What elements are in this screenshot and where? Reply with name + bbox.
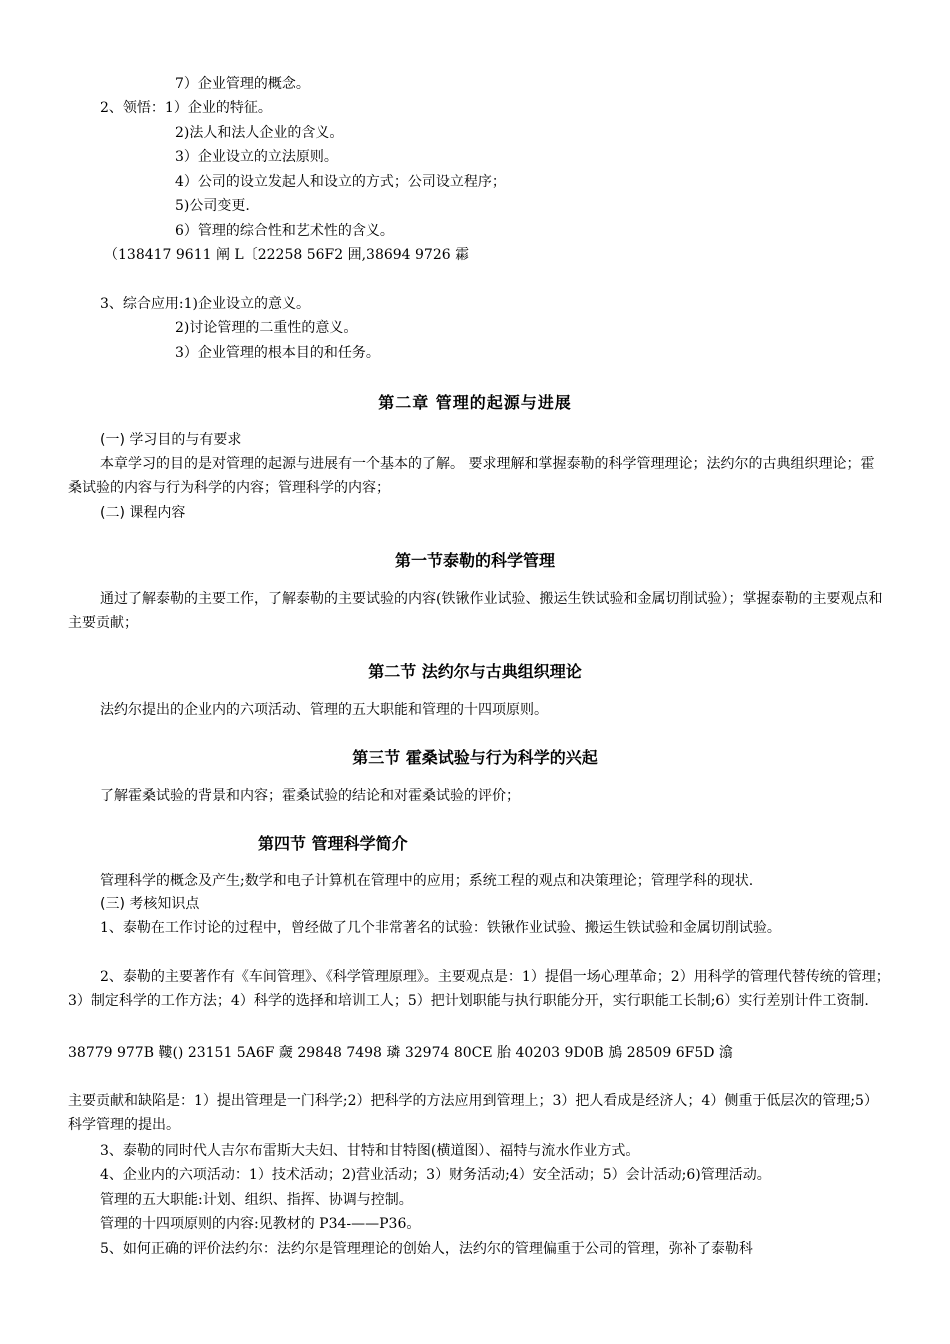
text-line: 3、综合应用:1)企业设立的意义。 xyxy=(100,296,310,312)
text-line: 2)讨论管理的二重性的意义。 xyxy=(175,320,358,336)
subheading: (二) 课程内容 xyxy=(100,505,186,521)
text-line: 3）企业管理的根本目的和任务。 xyxy=(175,345,380,361)
text-line: 6）管理的综合性和艺术性的含义。 xyxy=(175,223,394,239)
text-line: 7）企业管理的概念。 xyxy=(175,76,310,92)
chapter-title: 第二章 管理的起源与进展 xyxy=(378,393,572,412)
subheading: (三) 考核知识点 xyxy=(100,896,200,912)
paragraph: 1、泰勒在工作讨论的过程中，曾经做了几个非常著名的试验：铁锹作业试验、搬运生铁试验和金属切削试验。 xyxy=(100,920,781,936)
text-line: 2、领悟：1）企业的特征。 xyxy=(100,100,272,116)
section-title: 第一节泰勒的科学管理 xyxy=(394,551,555,570)
paragraph: 了解霍桑试验的背景和内容；霍桑试验的结论和对霍桑试验的评价； xyxy=(100,788,520,804)
paragraph: 5、如何正确的评价法约尔：法约尔是管理理论的创始人，法约尔的管理偏重于公司的管理，弥补了泰勒科 xyxy=(100,1241,753,1257)
code-line: 38779 977B 鞻() 23151 5A6F 奯 29848 7498 璘 32974 80CE 胎 40203 9D0B 鴋 28509 6F5D 潝 xyxy=(68,1045,733,1061)
paragraph: 本章学习的目的是对管理的起源与进展有一个基本的了解。 要求理解和掌握泰勒的科学管理理论；法约尔的古典组织理论；霍桑试验的内容与行为科学的内容；管理科学的内容； xyxy=(68,456,875,496)
paragraph: 管理的五大职能:计划、组织、指挥、协调与控制。 xyxy=(100,1192,413,1208)
section-title: 第四节 管理科学简介 xyxy=(258,834,408,853)
text-line: 5)公司变更. xyxy=(175,198,250,214)
paragraph: 主要贡献和缺陷是：1）提出管理是一门科学;2）把科学的方法应用到管理上；3）把人看成是经济人；4）侧重于低层次的管理;5）科学管理的提出。 xyxy=(68,1093,878,1133)
paragraph: 法约尔提出的企业内的六项活动、管理的五大职能和管理的十四项原则。 xyxy=(100,702,548,718)
section-title: 第二节 法约尔与古典组织理论 xyxy=(368,662,582,681)
text-line: 3）企业设立的立法原则。 xyxy=(175,149,338,165)
paragraph: 3、泰勒的同时代人吉尔布雷斯大夫妇、甘特和甘特图(横道图）、福特与流水作业方式。 xyxy=(100,1143,640,1159)
subheading: (一) 学习目的与有要求 xyxy=(100,432,242,448)
paragraph: 管理科学的概念及产生;数学和电子计算机在管理中的应用；系统工程的观点和决策理论；管理学科的现状. xyxy=(100,873,754,889)
paragraph: 管理的十四项原则的内容:见教材的 P34-——P36。 xyxy=(100,1216,421,1232)
text-line: （138417 9611 阐 L〔22258 56F2 囲,38694 9726 霦 xyxy=(104,247,470,263)
text-line: 2)法人和法人企业的含义。 xyxy=(175,125,344,141)
paragraph: 2、泰勒的主要著作有《车间管理》、《科学管理原理》。主要观点是：1）提倡一场心理革命；2）用科学的管理代替传统的管理；3）制定科学的工作方法；4）科学的选择和培训工人；5）把计划职能与执行职能分开，实行职能工长制;6）实行差别计件工资制. xyxy=(68,969,890,1009)
paragraph: 4、企业内的六项活动：1）技术活动；2)营业活动；3）财务活动;4）安全活动；5）会计活动;6)管理活动。 xyxy=(100,1167,771,1183)
section-title: 第三节 霍桑试验与行为科学的兴起 xyxy=(352,748,598,767)
text-line: 4）公司的设立发起人和设立的方式；公司设立程序； xyxy=(175,174,506,190)
paragraph: 通过了解泰勒的主要工作，了解泰勒的主要试验的内容(铁锹作业试验、搬运生铁试验和金属切削试验）；掌握泰勒的主要观点和主要贡献； xyxy=(68,591,883,631)
